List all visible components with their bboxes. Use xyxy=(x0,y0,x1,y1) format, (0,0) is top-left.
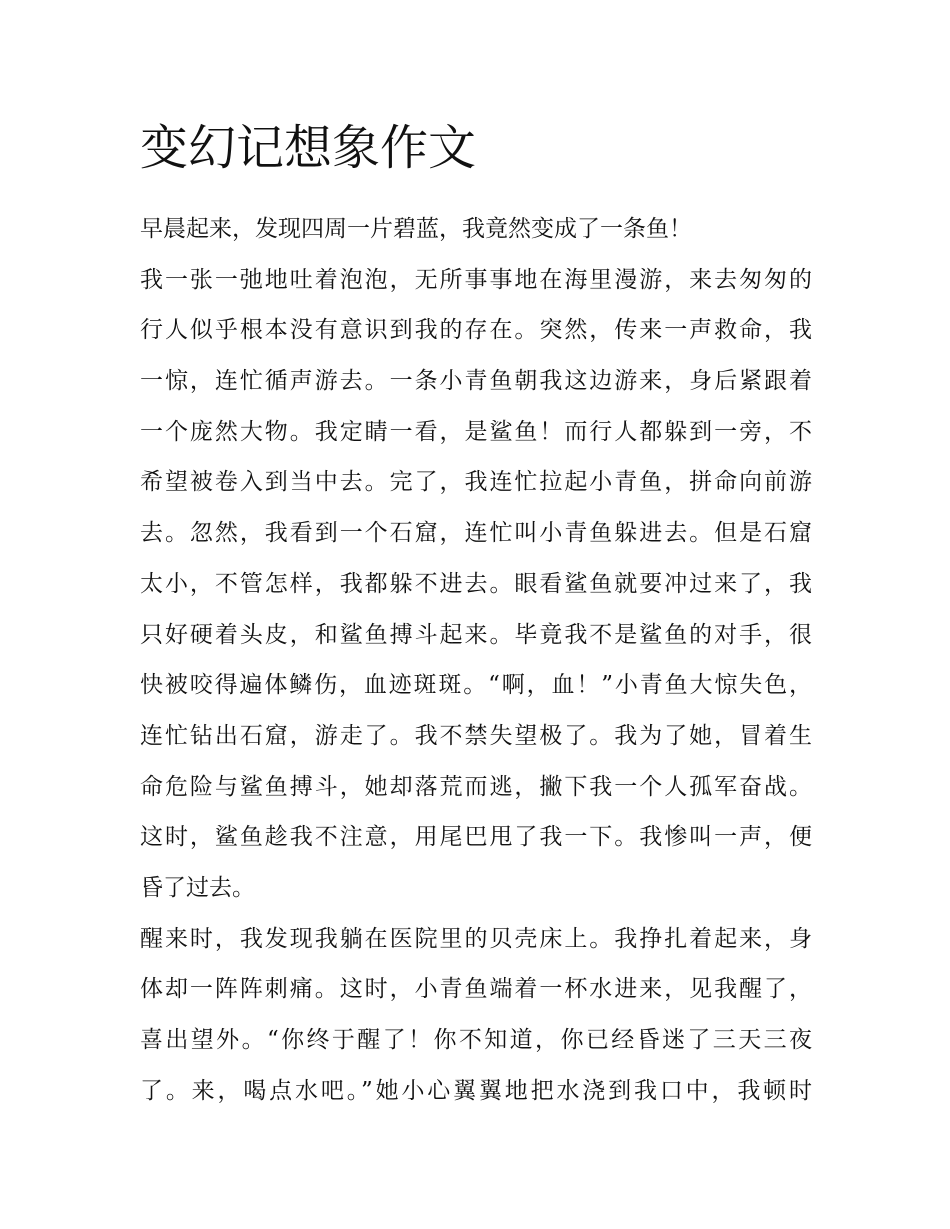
text-line: 我一张一弛地吐着泡泡，无所事事地在海里漫游，来去匆匆的 xyxy=(140,266,812,293)
text-line: 这时，鲨鱼趁我不注意，用尾巴甩了我一下。我惨叫一声，便 xyxy=(140,824,812,851)
text-line: 了。来，喝点水吧。”她小心翼翼地把水浇到我口中，我顿时 xyxy=(140,1077,812,1104)
text-line: 喜出望外。“你终于醒了！你不知道，你已经昏迷了三天三夜 xyxy=(140,1027,812,1053)
text-line: 体却一阵阵刺痛。这时，小青鱼端着一杯水进来，见我醒了， xyxy=(140,976,812,1003)
text-line: 早晨起来，发现四周一片碧蓝，我竟然变成了一条鱼！ xyxy=(140,216,692,242)
text-line: 连忙钻出石窟，游走了。我不禁失望极了。我为了她，冒着生 xyxy=(140,722,812,749)
document-title: 变幻记想象作文 xyxy=(140,120,477,176)
paragraph-3 xyxy=(140,914,812,1117)
text-line: 醒来时，我发现我躺在医院里的贝壳床上。我挣扎着起来，身 xyxy=(140,925,812,952)
text-line: 昏了过去。 xyxy=(140,874,255,901)
text-line: 希望被卷入到当中去。完了，我连忙拉起小青鱼，拼命向前游 xyxy=(140,469,812,496)
text-line: 一惊，连忙循声游去。一条小青鱼朝我这边游来，身后紧跟着 xyxy=(140,368,812,395)
text-line: 快被咬得遍体鳞伤，血迹斑斑。“啊，血！”小青鱼大惊失色， xyxy=(140,672,812,699)
paragraph-1 xyxy=(140,204,812,255)
paragraph-2 xyxy=(140,255,812,914)
text-line: 只好硬着头皮，和鲨鱼搏斗起来。毕竟我不是鲨鱼的对手，很 xyxy=(140,621,812,648)
text-line: 命危险与鲨鱼搏斗，她却落荒而逃，撇下我一个人孤军奋战。 xyxy=(140,773,812,800)
document-content xyxy=(140,112,812,1116)
text-line: 太小，不管怎样，我都躲不进去。眼看鲨鱼就要冲过来了，我 xyxy=(140,570,812,597)
text-line: 去。忽然，我看到一个石窟，连忙叫小青鱼躲进去。但是石窟 xyxy=(140,520,812,547)
text-line: 一个庞然大物。我定睛一看，是鲨鱼！而行人都躲到一旁，不 xyxy=(140,418,812,445)
text-line: 行人似乎根本没有意识到我的存在。突然，传来一声救命，我 xyxy=(140,317,812,344)
document-body xyxy=(140,204,812,1116)
